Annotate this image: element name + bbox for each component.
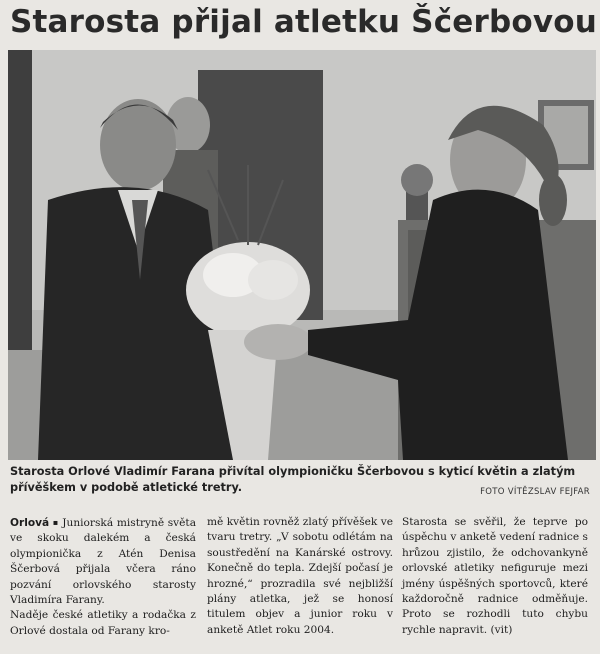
article-paragraph xyxy=(10,515,196,608)
news-photo xyxy=(8,50,596,460)
photo-credit: FOTO VÍTĚZSLAV FEJFAR xyxy=(480,487,590,497)
article-column-3 xyxy=(402,515,588,638)
paragraph-text: Juniorská mistryně světa ve skoku dalekém a česká olympionička z Atén Denisa Ščerbová přijala včera ráno pozvání orlovského starosty Vladimíra Farany. xyxy=(10,517,197,607)
dateline: Orlová xyxy=(10,517,50,529)
article-paragraph: Starosta se svěřil, že teprve po úspěchu v anketě vedení radnice s hrůzou zjistilo, že odchovankyně orlovské atletiky nefiguruje mezi jmény úspěšných sportovců, které každoročně radnice odměňuje. Proto se rozhodli tuto chybu rychle napravit. (vit) xyxy=(402,516,588,636)
headline: Starosta přijal atletku Ščerbovou xyxy=(10,4,598,40)
dateline-bullet: ▪ xyxy=(52,518,59,527)
article-column-2 xyxy=(207,515,393,638)
article-paragraph: Naděje české atletiky a rodačka z Orlové dostala od Farany kro- xyxy=(10,609,196,637)
article-paragraph: mě květin rovněž zlatý přívěšek ve tvaru tretry. „V sobotu odlétám na soustředění na Kanárské ostrovy. Konečně do tepla. Zdejší počasí je hrozné,“ prozradila své nejbližší plány atletka, jež se honosí titulem objev a junior roku v anketě Atlet roku 2004. xyxy=(207,516,393,636)
article-column-1 xyxy=(10,515,196,639)
photo-caption: Starosta Orlové Vladimír Farana přivítal olympioničku Ščerbovou s kyticí květin a zlatým přívěškem v podobě atletické tretry. xyxy=(10,465,576,494)
